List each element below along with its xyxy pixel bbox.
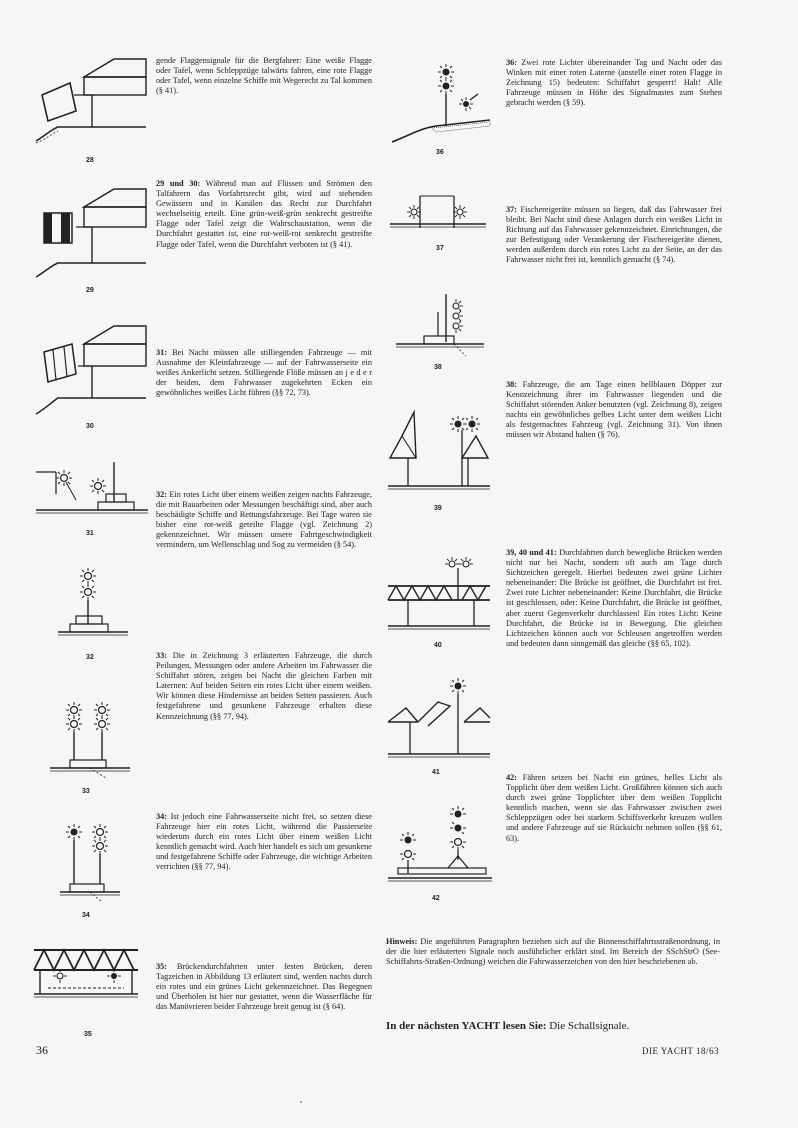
sunburst-light-icon bbox=[92, 838, 108, 854]
text-35: 35: Brückendurchfahrten unter festen Brücken, deren Tagzeichen in Abbildung 13 erläutert sind, werden nachts durch ein rotes und ein grünes Licht gekennzeichnet. Das Begegnen und Überholen ist hier nur gestattet, wenn die Wasserfläche für das Manövrieren beider Fahrzeuge breit genug ist (§ 64). bbox=[156, 962, 372, 1012]
figure-29 bbox=[36, 183, 148, 278]
sunburst-light-icon bbox=[94, 702, 110, 718]
figure-number: 37 bbox=[436, 245, 444, 252]
sunburst-light-icon bbox=[66, 716, 82, 732]
dark-sunburst-light-icon bbox=[400, 832, 416, 844]
sunburst-light-icon bbox=[80, 584, 96, 600]
sunburst-light-icon bbox=[453, 299, 463, 311]
text-28: gende Flaggensignale für die Bergfahrer: Eine weiße Flagge oder Tafel, wenn Schleppzüge talwärts fahren, eine rote Flagge oder Tafel, wenn einzelne Schiffe mit Wegerecht zu Tal kommen (§ 41). bbox=[156, 56, 372, 96]
figure-40 bbox=[388, 556, 490, 642]
sunburst-light-icon bbox=[453, 311, 463, 321]
sunburst-light-icon bbox=[56, 470, 72, 486]
footer-issue: DIE YACHT 18/63 bbox=[642, 1046, 719, 1056]
dark-sunburst-light-icon bbox=[450, 822, 466, 834]
sunburst-light-icon bbox=[453, 321, 463, 333]
text-42: 42: Fähren setzen bei Nacht ein grünes, helles Licht als Topplicht über dem weißen Licht. Großfähren können sich auch durch zwei grüne Topplichter über dem weißen Topplicht kenntlich machen, wenn sie das Fahrwasser zwischen zwei Schleppzügen oder bei starkem Schiffsverkehr kreuzen wollen und andere Fahrzeuge auf sie Rücksicht nehmen sollen (§§ 61, 63). bbox=[506, 773, 722, 843]
dark-sunburst-light-icon bbox=[450, 416, 466, 432]
figure-number: 30 bbox=[86, 423, 94, 430]
sunburst-light-icon bbox=[459, 557, 473, 567]
figure-39 bbox=[388, 406, 490, 500]
text-32: 32: Ein rotes Licht über einem weißen zeigen nachts Fahrzeuge, die mit Bauarbeiten oder Messungen beschäftigt sind, aber auch beschädigte Schiffe und Rettungsfahrzeuge. Bei Tage waren sie bisher eine rot-weiß geteilte Flagge (vgl. Zeichnung 2) gekennzeichnet. Wir müssen unsere Fahrtgeschwindigkeit vermindern, um Wellenschlag und Sog zu vermeiden (§ 54). bbox=[156, 490, 372, 550]
sunburst-light-icon bbox=[80, 568, 96, 584]
sunburst-light-icon bbox=[400, 851, 416, 861]
sunburst-light-icon bbox=[453, 205, 467, 219]
figure-35 bbox=[34, 944, 138, 1028]
hinweis-note: Hinweis: Die angeführten Paragraphen beziehen sich auf die Binnenschiffahrtsstraßenordnung, in der die hier erläuterten Signale noch ausführlicher erklärt sind. Im Bereich der SSchStrO (See-Schiffahrts-Straßen-Ordnung) weichen die Fahrwasserzeichen von den hier beschriebenen ab. bbox=[386, 937, 720, 967]
sunburst-light-icon bbox=[92, 824, 108, 840]
sunburst-light-icon bbox=[66, 702, 82, 718]
dark-sunburst-light-icon bbox=[438, 64, 454, 80]
dark-sunburst-light-icon bbox=[450, 678, 466, 694]
figure-30 bbox=[36, 322, 148, 417]
page-number: 36 bbox=[36, 1043, 48, 1057]
sunburst-light-icon bbox=[407, 205, 421, 219]
figure-number: 34 bbox=[82, 912, 90, 919]
figure-number: 40 bbox=[434, 642, 442, 649]
text-33: 33: Die in Zeichnung 3 erläuterten Fahrzeuge, die durch Peilungen, Messungen oder andere Arbeiten im Fahrwasser die Schiffahrt stören, zeigen bei Nacht die gleichen Farben mit Laternen: Auf beiden Seiten ein rotes Licht über einem weißen. Wir können diese Hindernisse an beiden Seiten passieren. Auch festgefahrene und gesunkene Fahrzeuge erhalten diese Kennzeichnung (§§ 77, 94). bbox=[156, 651, 372, 721]
figure-number: 42 bbox=[432, 895, 440, 902]
dark-sunburst-light-icon bbox=[438, 78, 454, 94]
figure-32 bbox=[58, 568, 128, 650]
figure-36 bbox=[392, 62, 492, 146]
figure-number: 33 bbox=[82, 788, 90, 795]
figure-number: 36 bbox=[436, 149, 444, 156]
text-36: 36: Zwei rote Lichter übereinander Tag und Nacht oder das Winken mit einer roten Laterne (anstelle einer roten Flagge in Zeichnung 15) bedeuten: Schiffahrt gesperrt! Halt! Alle Fahrzeuge müssen in Höhe des Signalmastes zum Stehen gebracht werden (§ 59). bbox=[506, 58, 722, 108]
dark-sunburst-light-icon bbox=[66, 824, 82, 840]
text-29-30: 29 und 30: Während man auf Flüssen und Strömen den Talfahrern das Vorfahrtsrecht gibt, wird auf stehenden Gewässern und in Kanälen das Recht zur Durchfahrt wechselseitig erteilt. Eine grün-weiß-grün senkrecht gestreifte Flagge oder Tafel zeigt die Wahrschaustation, wenn die Durchfahrt gestattet ist, eine rot-weiß-rot senkrecht gestreifte Flagge oder Tafel, wenn die Durchfahrt verboten ist (§ 41). bbox=[156, 179, 372, 249]
figure-number: 39 bbox=[434, 505, 442, 512]
dark-sunburst-light-icon bbox=[450, 806, 466, 818]
specks bbox=[300, 1101, 302, 1103]
figure-38 bbox=[396, 292, 484, 360]
text-34: 34: Ist jedoch eine Fahrwasserseite nicht frei, so setzen diese Fahrzeuge hier ein rotes Licht, während die Passierseite wiederum durch ein rotes Licht über einem weißen Licht kenntlich gemacht wird. Auch hier handelt es sich um gesunkene und festgefahrene Schiffe oder Fahrzeuge, die wichtige Arbeiten verrichten (§§ 77, 94). bbox=[156, 812, 372, 872]
figure-number: 31 bbox=[86, 530, 94, 537]
text-39-40-41: 39, 40 und 41: Durchfahrten durch bewegliche Brücken werden nicht nur bei Nacht, sondern oft auch am Tage durch Sichtzeichen geregelt. Hierbei bedeuten zwei grüne Lichter nebeneinander: Die Brücke ist geöffnet, die Durchfahrt ist frei. Zwei rote Lichter nebeneinander: Keine Durchfahrt, die Brücke ist geschlossen, oder: Keine Durchfahrt, die Brücke ist geöffnet, aber zuerst Gegenverkehr durchlassen! Ein rotes Licht: Keine Durchfahrt, die Brücke ist in Bewegung. Die gleichen Lichtzeichen können auch vor Schleusen angetroffen werden und bedeuten dann sinngemäß das gleiche (§§ 65, 102). bbox=[506, 548, 722, 648]
figure-31 bbox=[36, 458, 148, 524]
figure-42 bbox=[388, 800, 492, 892]
text-31: 31: Bei Nacht müssen alle stilliegenden Fahrzeuge — mit Ausnahme der Kleinfahrzeuge — auf der Fahrwasserseite ein weißes Ankerlicht setzen. Stilliegende Flöße müssen an j e d e r der beiden, dem Fahrwasser zugekehrten Ecken ein gewöhnliches weißes Licht führen (§§ 72, 73). bbox=[156, 348, 372, 398]
figure-33 bbox=[50, 698, 130, 782]
figure-28 bbox=[36, 55, 148, 147]
next-issue-teaser: In der nächsten YACHT lesen Sie: Die Schallsignale. bbox=[386, 1020, 630, 1032]
sunburst-light-icon bbox=[53, 969, 67, 983]
figure-37 bbox=[390, 192, 486, 238]
figure-number: 32 bbox=[86, 654, 94, 661]
dark-sunburst-light-icon bbox=[107, 969, 121, 983]
figure-34 bbox=[60, 822, 120, 908]
sunburst-light-icon bbox=[450, 839, 466, 851]
sunburst-light-icon bbox=[90, 478, 106, 494]
text-37: 37: Fischereigeräte müssen so liegen, daß das Fahrwasser frei bleibt. Bei Nacht sind diese Anlagen durch ein weißes Licht in Richtung auf das Fahrwasser gekennzeichnet. Einrichtungen, die zur Befestigung oder Verankerung der Fischereigeräte dienen, werden außerdem durch ein rotes Licht zu der Seite, an der das Fahrwasser nicht frei ist, kenntlich gemacht (§ 74). bbox=[506, 205, 722, 265]
sunburst-light-icon bbox=[94, 716, 110, 732]
figure-number: 41 bbox=[432, 769, 440, 776]
figure-number: 28 bbox=[86, 157, 94, 164]
figure-number: 29 bbox=[86, 287, 94, 294]
figure-number: 35 bbox=[84, 1031, 92, 1038]
figure-number: 38 bbox=[434, 364, 442, 371]
dark-sunburst-light-icon bbox=[464, 416, 480, 432]
text-38: 38: Fahrzeuge, die am Tage einen hellblauen Döpper zur Kennzeichnung ihrer im Fahrwasser liegenden und die Schiffahrt störenden Anker benutzten (vgl. Zeichnung 8), zeigen nachts ein gewöhnliches gelbes Licht unter dem weißen Licht als festgemachtes Fahrzeug (vgl. Zeichnung 31). Von ihnen müssen wir Abstand halten (§ 76). bbox=[506, 380, 722, 440]
sunburst-light-icon bbox=[445, 557, 459, 567]
figure-41 bbox=[388, 676, 490, 768]
